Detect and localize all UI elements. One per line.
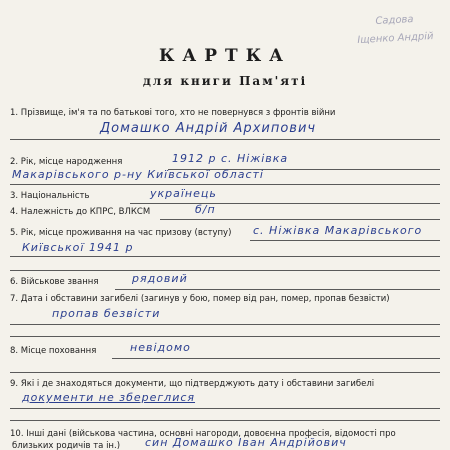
field-6-label: 6. Військове звання	[10, 277, 99, 287]
field-8-label: 8. Місце поховання	[10, 346, 97, 356]
field-10-value: син Домашко Іван Андрійович	[145, 436, 347, 449]
field-5-label: 5. Рік, місце проживання на час призову (вступу)	[10, 228, 232, 238]
corner-note-line-1: Садова	[375, 14, 414, 28]
field-1-rule	[10, 139, 440, 140]
field-3-value: українець	[150, 187, 217, 200]
field-3-label: 3. Національність	[10, 191, 90, 201]
field-9-rule-a	[10, 408, 440, 409]
corner-note-line-2: Іщенко Андрій	[357, 30, 434, 46]
field-9-rule-b	[10, 420, 440, 421]
corner-handwritten-note	[345, 9, 445, 50]
field-4-value: б/п	[195, 203, 216, 216]
field-5-value-2: Київської 1941 р	[22, 241, 134, 254]
field-5-rule-a	[250, 240, 440, 241]
field-7-value: пропав безвісти	[52, 307, 161, 320]
field-7-label: 7. Дата і обставини загибелі (загинув у бою, помер від ран, помер, пропав безвісти)	[10, 294, 390, 304]
field-2-value-2: Макарівського р-ну Київської області	[12, 168, 264, 181]
field-8-rule-a	[112, 358, 440, 359]
field-8-value: невідомо	[130, 341, 191, 354]
card-title: КАРТКА	[158, 46, 292, 66]
field-5-rule-c	[10, 270, 440, 271]
field-8-rule-b	[10, 372, 440, 373]
field-10-label-2: близьких родичів та ін.)	[12, 441, 121, 450]
field-9-value: документи не збереглися	[22, 391, 196, 404]
card-subtitle: для книги Пам'яті	[142, 74, 308, 88]
field-5-rule-b	[10, 256, 440, 257]
field-7-rule-b	[10, 336, 440, 337]
field-1-label: 1. Прізвище, ім'я та по батькові того, хто не повернувся з фронтів війни	[10, 108, 336, 118]
field-10-label: 10. Інші дані (військова частина, основні нагороди, довоєнна професія, відомості про	[10, 429, 396, 439]
field-6-rule	[115, 289, 440, 290]
field-3-rule	[130, 203, 440, 204]
field-2-rule-b	[10, 184, 440, 185]
field-5-value: с. Ніжівка Макарівського	[253, 224, 423, 237]
field-2-value: 1912 р с. Ніжівка	[172, 152, 289, 165]
field-7-rule-a	[10, 324, 440, 325]
field-6-value: рядовий	[132, 272, 188, 285]
field-2-label: 2. Рік, місце народження	[10, 157, 123, 167]
field-4-label: 4. Належність до КПРС, ВЛКСМ	[10, 207, 151, 217]
field-4-rule	[160, 219, 440, 220]
field-1-value: Домашко Андрій Архипович	[100, 121, 317, 136]
field-9-label: 9. Які і де знаходяться документи, що підтверджують дату і обставини загибелі	[10, 379, 375, 389]
